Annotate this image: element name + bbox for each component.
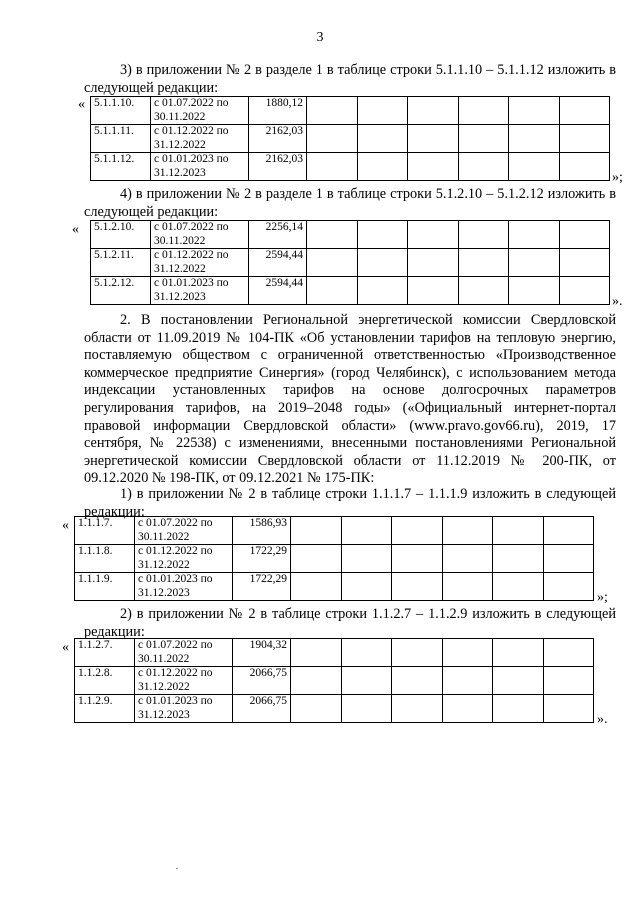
row-code: 5.1.1.11.	[91, 125, 151, 153]
sec3-intro: 3) в приложении № 2 в разделе 1 в таблице строки 5.1.1.10 – 5.1.1.12 изложить в следующей редакции:	[84, 62, 616, 96]
row-value: 1880,12	[249, 97, 307, 125]
row-value: 2594,44	[249, 277, 307, 305]
table-row	[75, 517, 594, 545]
sec4-intro: 4) в приложении № 2 в разделе 1 в таблице строки 5.1.2.10 – 5.1.2.12 изложить в следующей редакции:	[84, 186, 616, 220]
sec3-table	[90, 96, 610, 181]
row-code: 5.1.2.12.	[91, 277, 151, 305]
table-row	[91, 97, 610, 125]
row-value: 1904,32	[233, 639, 291, 667]
table-row	[75, 545, 594, 573]
row-code: 1.1.1.9.	[75, 573, 135, 601]
row-code: 5.1.2.11.	[91, 249, 151, 277]
sub2-intro: 2) в приложении № 2 в таблице строки 1.1.2.7 – 1.1.2.9 изложить в следующей редакции:	[84, 606, 616, 640]
row-code: 1.1.2.7.	[75, 639, 135, 667]
row-code: 1.1.2.9.	[75, 695, 135, 723]
page-number: 3	[316, 30, 324, 45]
table-row	[91, 125, 610, 153]
row-code: 5.1.1.12.	[91, 153, 151, 181]
row-code: 5.1.1.10.	[91, 97, 151, 125]
row-period: с 01.07.2022 по 30.11.2022	[135, 639, 233, 667]
sub1-open-quote: «	[62, 518, 69, 533]
row-value: 2594,44	[249, 249, 307, 277]
sub2-close-quote: ».	[597, 712, 608, 727]
row-value: 2162,03	[249, 125, 307, 153]
row-value: 2066,75	[233, 667, 291, 695]
row-value: 1722,29	[233, 573, 291, 601]
sub1-close-quote: »;	[597, 590, 608, 605]
sec4-open-quote: «	[72, 222, 79, 237]
row-value: 2256,14	[249, 221, 307, 249]
row-code: 5.1.2.10.	[91, 221, 151, 249]
table-row	[75, 639, 594, 667]
row-value: 2162,03	[249, 153, 307, 181]
sec3-close-quote: »;	[612, 170, 623, 185]
row-period: с 01.01.2023 по 31.12.2023	[135, 573, 233, 601]
row-value: 1586,93	[233, 517, 291, 545]
sec3-open-quote: «	[78, 97, 85, 112]
sub2-open-quote: «	[62, 640, 69, 655]
row-period: с 01.07.2022 по 30.11.2022	[151, 97, 249, 125]
row-period: с 01.12.2022 по 31.12.2022	[135, 667, 233, 695]
row-period: с 01.01.2023 по 31.12.2023	[135, 695, 233, 723]
sec4-table	[90, 220, 610, 305]
table-row	[91, 277, 610, 305]
sub1-table	[74, 516, 594, 601]
row-code: 1.1.2.8.	[75, 667, 135, 695]
row-value: 1722,29	[233, 545, 291, 573]
main-paragraph: 2. В постановлении Региональной энергетической комиссии Свердловской области от 11.09.2019 № 104-ПК «Об установлении тарифов на тепловую энергию, поставляемую обществом с ограниченной ответственностью «Производственное коммерческое предприятие Синергия» (город Челябинск), с использованием метода индексации установленных тарифов на основе долгосрочных параметров регулирования тарифов, на 2019–2048 годы» («Официальный интернет-портал правовой информации Свердловской области» (www.pravo.gov66.ru), 2019, 17 сентября, № 22538) с изменениями, внесенными постановлениями Региональной энергетической комиссии Свердловской области от 11.12.2019 № 200-ПК, от 09.12.2020 № 198-ПК, от 09.12.2021 № 175-ПК:	[84, 312, 616, 487]
table-row	[75, 573, 594, 601]
row-value: 2066,75	[233, 695, 291, 723]
row-period: с 01.01.2023 по 31.12.2023	[151, 153, 249, 181]
table-row	[75, 695, 594, 723]
row-code: 1.1.1.8.	[75, 545, 135, 573]
table-row	[91, 249, 610, 277]
row-period: с 01.12.2022 по 31.12.2022	[135, 545, 233, 573]
row-code: 1.1.1.7.	[75, 517, 135, 545]
table-row	[91, 153, 610, 181]
row-period: с 01.12.2022 по 31.12.2022	[151, 249, 249, 277]
sub1-intro: 1) в приложении № 2 в таблице строки 1.1.1.7 – 1.1.1.9 изложить в следующей редакции:	[84, 486, 616, 520]
row-period: с 01.07.2022 по 30.11.2022	[151, 221, 249, 249]
row-period: с 01.01.2023 по 31.12.2023	[151, 277, 249, 305]
table-row	[91, 221, 610, 249]
scan-speck	[176, 868, 178, 869]
row-period: с 01.12.2022 по 31.12.2022	[151, 125, 249, 153]
row-period: с 01.07.2022 по 30.11.2022	[135, 517, 233, 545]
sub2-table	[74, 638, 594, 723]
sec4-close-quote: ».	[612, 294, 623, 309]
table-row	[75, 667, 594, 695]
